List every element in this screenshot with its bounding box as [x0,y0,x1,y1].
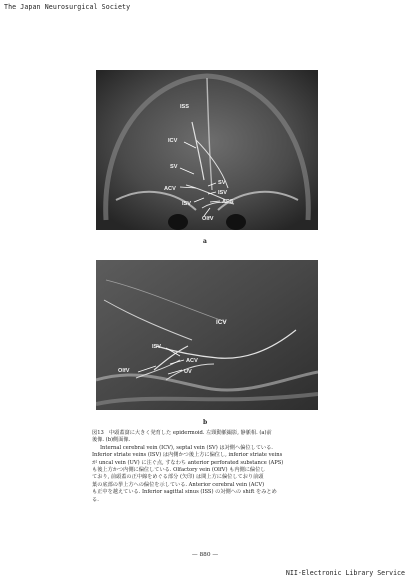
caption-line: 葉の底部の挙上方への偏位を示している. Anterior cerebral vein (ACV) [92,481,265,488]
caption-line: ており, 前頭蓋の正中線をめぐる部分 (矢印) は間上方に偏位しており前頭 [92,474,264,481]
caption-line: 図13 中頭蓋窩に大きく発育した epidermoid. 左頸動脈撮影, 静脈相. (a)前 [92,430,272,436]
label-acv-b: ACV [186,358,198,364]
caption-line: 後像. (b)側面像. [92,437,131,444]
caption-line: Inferior striate veins (ISV) は内側かつ後上方に偏位し, inferior striate veins [92,452,283,459]
label-isv: ISV [218,190,228,196]
angiogram-b-image [96,260,318,410]
label-olfv-b: OlfV [118,368,130,374]
angiogram-figure-b [96,260,318,410]
figure-a-label: a [203,238,207,245]
figure-caption [92,430,328,504]
label-icv-b: ICV [216,319,227,326]
label-olfv: OlfV [202,216,214,222]
angiogram-figure-a [96,70,318,230]
label-icv: ICV [168,138,178,144]
caption-line: が uncal vein (UV) に注ぐ点, すなわち anterior perforated substance (APS) [92,459,284,466]
page-number: — 880 — [191,552,219,558]
library-service-footer: NII-Electronic Library Service [285,569,405,577]
label-isv-b: ISV [152,344,162,350]
society-header: The Japan Neurosurgical Society [4,3,131,11]
caption-line: も正中を越えている. Inferior sagittal sinus (ISS) の対側への shift をみとめ [92,489,277,496]
label-iss: ISS [180,104,190,110]
label-aps: APS [222,199,234,205]
caption-line: も後上方かつ内側に偏位している. Olfactory vein (OlfV) も内側に偏位し [92,467,266,474]
caption-line: る. [92,496,99,503]
figure-b-label: b [203,419,208,426]
label-uv-b: UV [184,369,192,375]
caption-line: Internal cerebral vein (ICV), septal vein (SV) は対側へ偏位している. [100,444,273,451]
label-acv: ACV [164,186,176,192]
label-sv-2: SV [218,180,226,186]
label-isv-2: ISV [182,201,192,207]
angiogram-a-image [96,70,318,230]
label-sv: SV [170,164,178,170]
